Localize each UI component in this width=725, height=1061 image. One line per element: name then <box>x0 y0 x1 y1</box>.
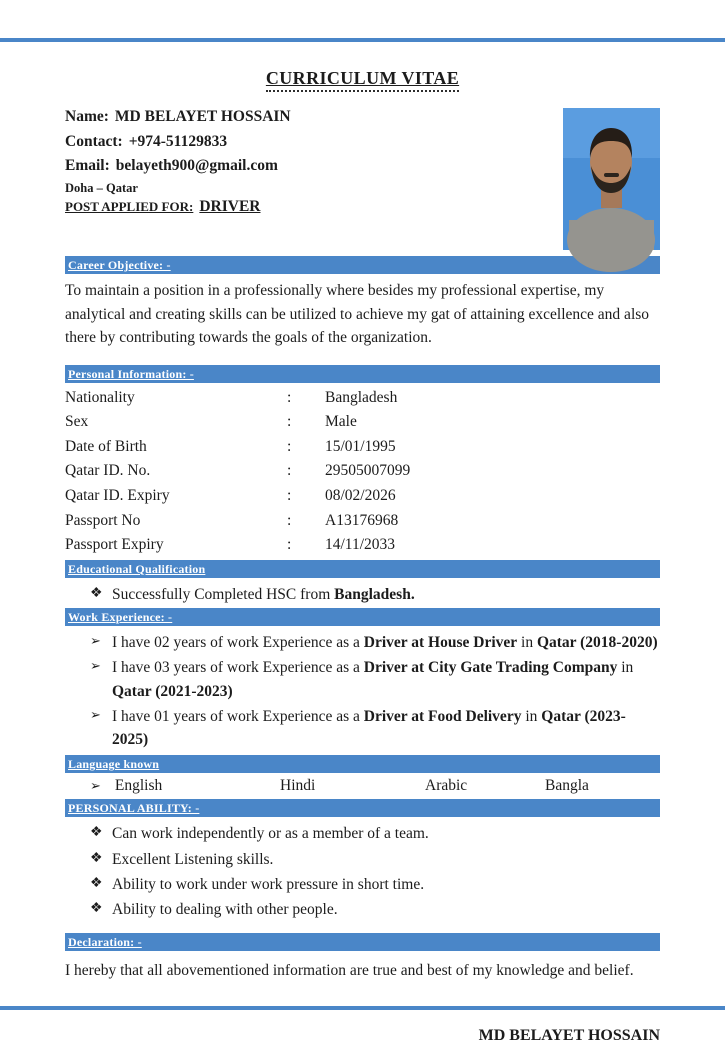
name-value: MD BELAYET HOSSAIN <box>114 108 291 125</box>
work-experience-list <box>65 631 660 751</box>
arrow-bullet-icon: ➢ <box>90 778 101 794</box>
table-row <box>65 410 660 435</box>
field-value: A13176968 <box>325 511 399 529</box>
field-label: Passport Expiry <box>65 536 164 554</box>
declaration-text: I hereby that all abovementioned information are true and best of my knowledge and belief. <box>65 962 634 980</box>
field-value: 08/02/2026 <box>325 487 396 505</box>
field-value: 14/11/2033 <box>325 536 396 554</box>
field-value: Male <box>325 413 357 431</box>
field-separator: : <box>287 462 292 480</box>
experience-text: in <box>517 634 537 652</box>
section-heading-career-objective: Career Objective: - <box>65 256 660 274</box>
list-item <box>65 705 660 752</box>
language-item: Hindi <box>280 777 316 795</box>
section-heading-work-experience: Work Experience: - <box>65 608 660 626</box>
table-row <box>65 533 660 558</box>
header-block <box>65 106 660 256</box>
experience-place: Qatar (2021-2023) <box>112 682 233 700</box>
field-separator: : <box>287 437 292 455</box>
experience-text: I have 02 years of work Experience as a <box>112 634 364 652</box>
list-item <box>65 631 660 654</box>
field-value: Bangladesh <box>325 388 398 406</box>
arrow-bullet-icon: ➢ <box>90 658 101 674</box>
field-separator: : <box>287 487 292 505</box>
education-list <box>65 583 660 606</box>
list-item <box>65 898 660 921</box>
email-value: belayeth900@gmail.com <box>115 157 278 175</box>
section-heading-languages: Language known <box>65 755 660 773</box>
contact-value: +974-51129833 <box>128 132 228 150</box>
list-item <box>65 656 660 703</box>
signature-name: MD BELAYET HOSSAIN <box>478 1026 660 1044</box>
location-line: Doha – Qatar <box>65 181 138 196</box>
table-row <box>65 386 660 411</box>
section-heading-personal-information: Personal Information: - <box>65 365 660 383</box>
name-label: Name: <box>65 108 109 125</box>
table-row <box>65 459 660 484</box>
diamond-bullet-icon: ❖ <box>90 850 103 866</box>
experience-text: in <box>521 707 542 725</box>
title-wrap <box>65 68 660 92</box>
experience-text: I have 03 years of work Experience as a <box>112 659 364 677</box>
section-heading-declaration: Declaration: - <box>65 933 660 951</box>
education-text-bold: Bangladesh. <box>334 585 415 603</box>
education-text: Successfully Completed HSC from <box>112 585 335 603</box>
post-applied-value: DRIVER <box>199 198 261 216</box>
language-item: Bangla <box>545 777 589 795</box>
field-value: 29505007099 <box>325 462 411 480</box>
ability-text: Can work independently or as a member of a team. <box>112 825 429 843</box>
field-label: Qatar ID. No. <box>65 462 151 480</box>
ability-text: Ability to work under work pressure in short time. <box>112 875 425 893</box>
table-row <box>65 509 660 534</box>
experience-text: I have 01 years of work Experience as a <box>112 707 364 725</box>
field-separator: : <box>287 388 292 406</box>
table-row <box>65 435 660 460</box>
field-separator: : <box>287 413 292 431</box>
language-item: ➢ English <box>90 777 163 795</box>
list-item <box>65 848 660 871</box>
abilities-list <box>65 822 660 921</box>
document-title: CURRICULUM VITAE <box>266 68 459 92</box>
experience-place: Qatar (2023-2025) <box>112 707 626 749</box>
list-item <box>65 822 660 845</box>
arrow-bullet-icon: ➢ <box>90 633 101 649</box>
language-row <box>65 774 660 798</box>
person-portrait-icon <box>563 108 660 250</box>
post-applied-label: POST APPLIED FOR: <box>65 199 194 215</box>
field-label: Date of Birth <box>65 437 147 455</box>
field-label: Passport No <box>65 511 141 529</box>
ability-text: Ability to dealing with other people. <box>112 901 338 919</box>
experience-role: Driver at Food Delivery <box>363 707 522 725</box>
profile-photo <box>563 108 660 250</box>
arrow-bullet-icon: ➢ <box>90 706 101 722</box>
experience-role: Driver at House Driver <box>363 634 518 652</box>
diamond-bullet-icon: ❖ <box>90 585 103 601</box>
section-heading-education: Educational Qualification <box>65 560 660 578</box>
ability-text: Excellent Listening skills. <box>112 850 274 868</box>
personal-info-table <box>65 386 660 558</box>
list-item <box>65 583 660 606</box>
diamond-bullet-icon: ❖ <box>90 875 103 891</box>
field-separator: : <box>287 536 292 554</box>
language-item: Arabic <box>425 777 468 795</box>
top-border-rule <box>0 38 725 42</box>
cv-content <box>65 68 660 1061</box>
diamond-bullet-icon: ❖ <box>90 825 103 841</box>
career-objective-text: To maintain a position in a professionally where besides my professional expertise, my analytical and creating skills can be utilized to achieve my gat of attaining excellence and also there by contributing towards the goals of the organization. <box>65 282 650 347</box>
field-label: Sex <box>65 413 89 431</box>
list-item <box>65 873 660 896</box>
field-label: Nationality <box>65 388 135 406</box>
table-row <box>65 484 660 509</box>
experience-place: Qatar (2018-2020) <box>536 634 658 652</box>
diamond-bullet-icon: ❖ <box>90 901 103 917</box>
field-value: 15/01/1995 <box>325 437 396 455</box>
field-label: Qatar ID. Expiry <box>65 487 170 505</box>
experience-text: in <box>617 659 634 677</box>
field-separator: : <box>287 511 292 529</box>
contact-label: Contact: <box>65 132 123 150</box>
experience-role: Driver at City Gate Trading Company <box>363 659 618 677</box>
email-label: Email: <box>65 157 110 175</box>
section-heading-personal-ability: PERSONAL ABILITY: - <box>65 799 660 817</box>
